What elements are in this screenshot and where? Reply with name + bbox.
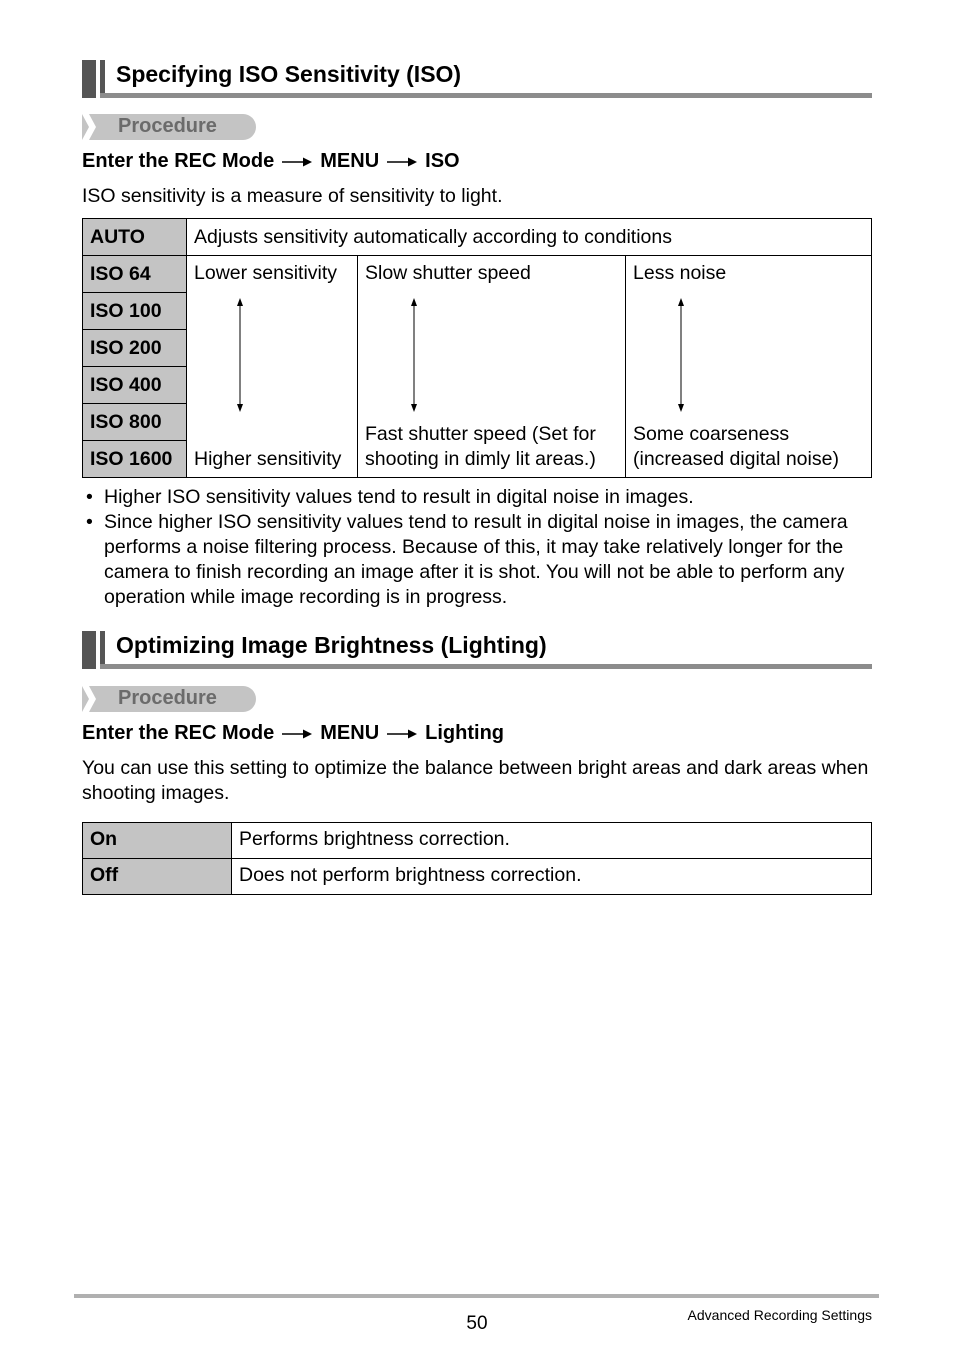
menu-path (82, 722, 504, 745)
section-heading-iso (82, 60, 872, 98)
arrow-right-icon (282, 156, 312, 168)
sensitivity-column: Lower sensitivity Higher sensitivity (187, 256, 358, 478)
path-step: ISO (425, 150, 460, 172)
chapter-title: Advanced Recording Settings (687, 1307, 872, 1323)
menu-path (82, 150, 460, 173)
shutter-column: Slow shutter speed Fast shutter speed (Set for shooting in dimly lit areas.) (358, 256, 626, 478)
chevron-right-icon (82, 686, 96, 712)
list-item: • Since higher ISO sensitivity values tend to result in digital noise in images, the camera performs a noise filtering process. Because of this, it may take relatively longer for the camera to finish recording an image after it is shot. You will not be able to perform any operation while image recording is in progress. (86, 511, 848, 608)
row-label: ISO 64 (83, 256, 187, 293)
chevron-right-icon (82, 114, 96, 140)
path-step: MENU (320, 722, 380, 744)
procedure-badge (82, 114, 256, 140)
intro-text: ISO sensitivity is a measure of sensitivity to light. (82, 185, 503, 207)
double-arrow-icon (676, 298, 686, 412)
arrow-right-icon (387, 156, 417, 168)
double-arrow-icon (235, 298, 245, 412)
section-heading-lighting (82, 631, 872, 669)
path-step: Enter the REC Mode (82, 150, 275, 172)
row-desc: Adjusts sensitivity automatically according to conditions (187, 219, 872, 256)
procedure-label: Procedure (118, 687, 217, 709)
procedure-label: Procedure (118, 115, 217, 137)
procedure-badge (82, 686, 256, 712)
row-label: On (83, 823, 232, 859)
table-row (83, 859, 872, 895)
table-row (83, 256, 872, 293)
intro-text: You can use this setting to optimize the balance between bright areas and dark areas when shooting images. (82, 757, 869, 804)
notes-list (82, 485, 872, 610)
row-desc: Performs brightness correction. (232, 823, 872, 859)
arrow-right-icon (387, 728, 417, 740)
row-label: ISO 1600 (83, 441, 187, 478)
row-label: Off (83, 859, 232, 895)
section-title: Optimizing Image Brightness (Lighting) (116, 632, 547, 658)
page-number: 50 (466, 1313, 488, 1334)
table-row (83, 219, 872, 256)
noise-column: Less noise Some coarseness (increased digital noise) (626, 256, 872, 478)
row-label: ISO 800 (83, 404, 187, 441)
iso-table (82, 218, 872, 478)
path-step: Lighting (425, 722, 504, 744)
row-desc: Does not perform brightness correction. (232, 859, 872, 895)
table-row (83, 823, 872, 859)
arrow-right-icon (282, 728, 312, 740)
footer-divider (74, 1294, 879, 1298)
double-arrow-icon (409, 298, 419, 412)
section-title: Specifying ISO Sensitivity (ISO) (116, 61, 462, 87)
row-label: ISO 200 (83, 330, 187, 367)
lighting-table (82, 822, 872, 895)
row-label: ISO 100 (83, 293, 187, 330)
row-label: ISO 400 (83, 367, 187, 404)
row-label: AUTO (83, 219, 187, 256)
list-item: • Higher ISO sensitivity values tend to result in digital noise in images. (86, 486, 694, 508)
path-step: Enter the REC Mode (82, 722, 275, 744)
path-step: MENU (320, 150, 380, 172)
